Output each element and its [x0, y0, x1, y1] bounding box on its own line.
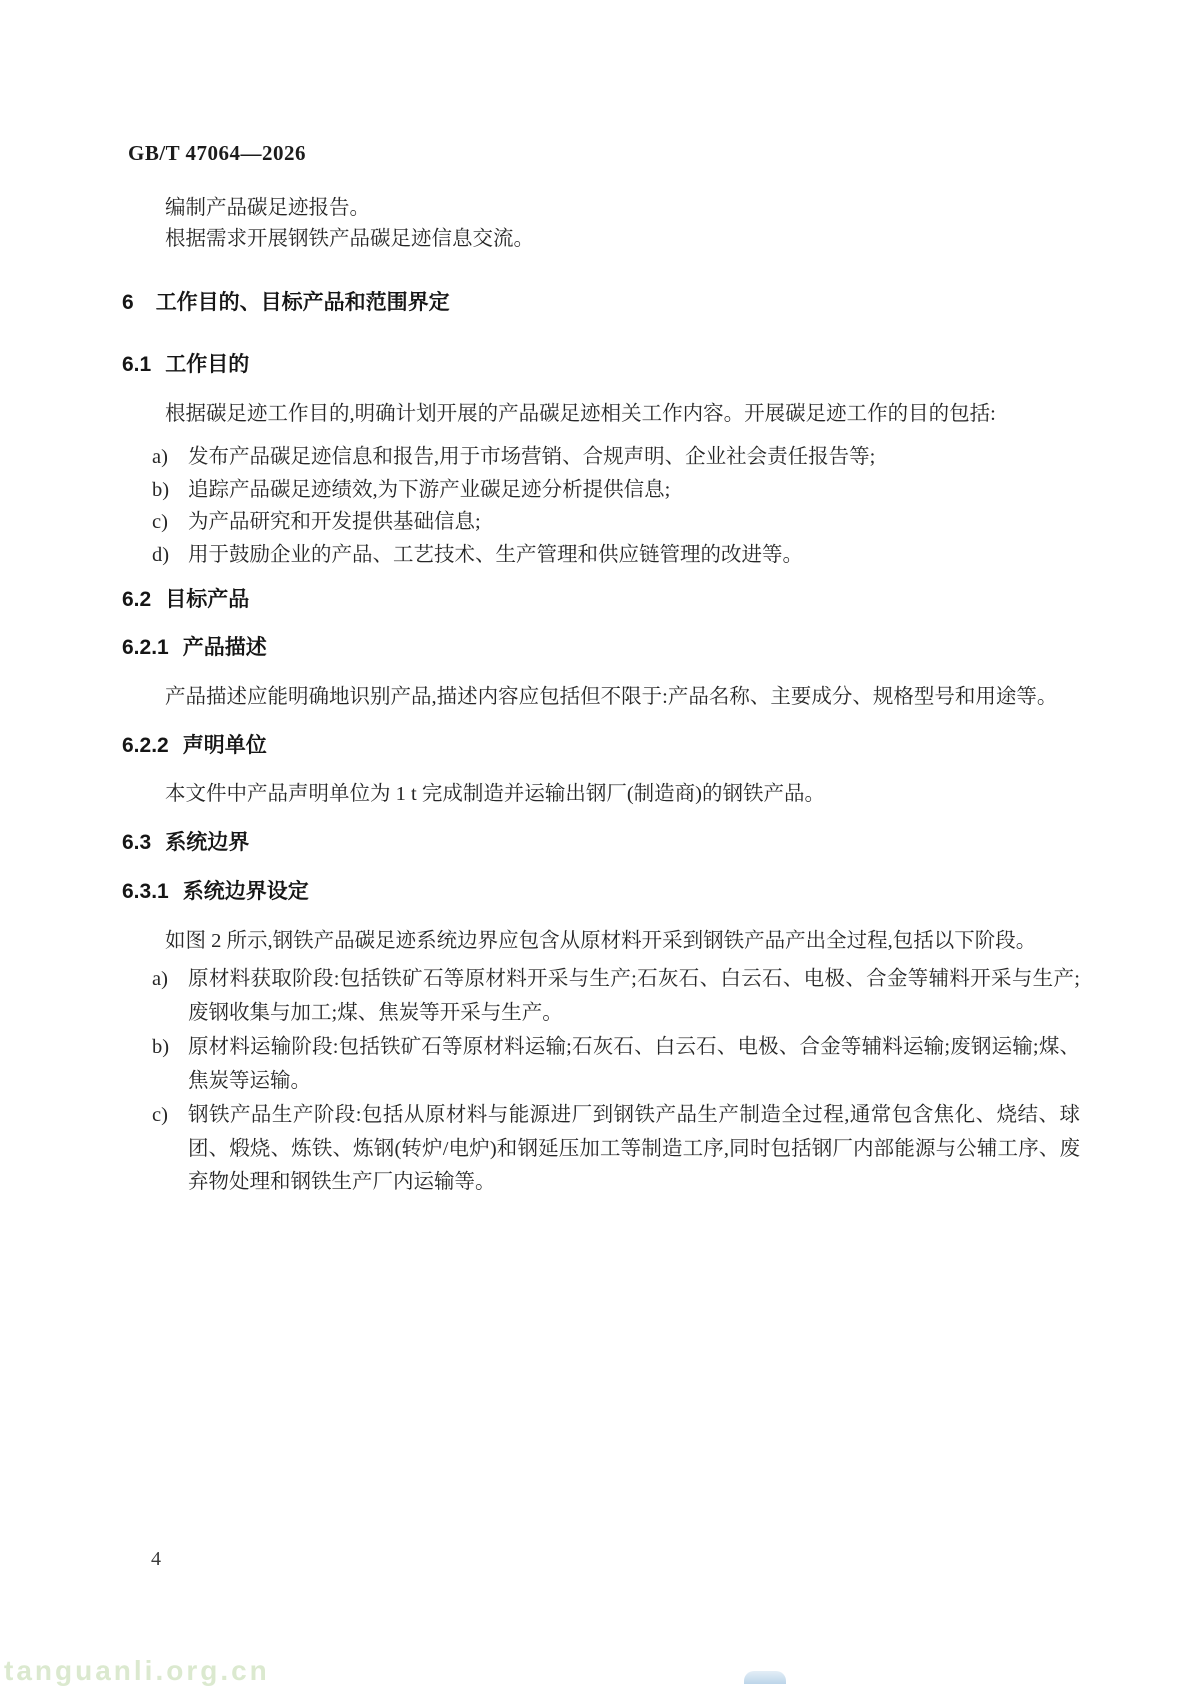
list-item-text: 用于鼓励企业的产品、工艺技术、生产管理和供应链管理的改进等。: [188, 543, 803, 566]
section-title: 系统边界设定: [182, 880, 309, 903]
section-6-2-2-heading: [122, 734, 267, 758]
section-6-heading: [122, 291, 450, 315]
section-6-2-1-paragraph: 产品描述应能明确地识别产品,描述内容应包括但不限于:产品名称、主要成分、规格型号和用途等。: [165, 686, 1058, 708]
section-6-2-2-paragraph: 本文件中产品声明单位为 1 t 完成制造并运输出钢厂(制造商)的钢铁产品。: [165, 783, 825, 805]
standard-number-header: GB/T 47064—2026: [128, 141, 307, 165]
section-title: 工作目的: [165, 353, 250, 376]
section-6-1-heading: [122, 353, 249, 377]
list-item: [122, 963, 1080, 1030]
list-item-marker: c): [152, 511, 168, 534]
section-6-3-1-paragraph: 如图 2 所示,钢铁产品碳足迹系统边界应包含从原材料开采到钢铁产品产出全过程,包括以下阶段。: [165, 930, 1037, 952]
list-item: [122, 1099, 1080, 1200]
section-title: 产品描述: [182, 636, 267, 659]
section-number: 6.1: [122, 353, 152, 376]
list-item: [122, 441, 1080, 474]
list-item: [122, 539, 1080, 572]
list-item-marker: a): [152, 446, 168, 468]
section-title: 声明单位: [182, 734, 267, 757]
list-item-marker: c): [152, 1104, 168, 1126]
section-number: 6: [122, 291, 134, 314]
list-item-marker: d): [152, 543, 170, 566]
page-number: 4: [151, 1548, 161, 1570]
section-title: 目标产品: [165, 588, 250, 611]
list-item-text: 发布产品碳足迹信息和报告,用于市场营销、合规声明、企业社会责任报告等;: [188, 446, 876, 468]
list-item: [122, 506, 1080, 539]
section-6-2-1-heading: [122, 636, 267, 660]
section-number: 6.2.2: [122, 734, 169, 757]
list-item-text: 原材料获取阶段:包括铁矿石等原材料开采与生产;石灰石、白云石、电极、合金等辅料开采与生产;废钢收集与加工;煤、焦炭等开采与生产。: [188, 968, 1080, 1024]
section-6-2-heading: [122, 588, 249, 612]
section-title: 工作目的、目标产品和范围界定: [155, 291, 450, 314]
intro-paragraph-1: 编制产品碳足迹报告。: [165, 197, 370, 219]
section-number: 6.2.1: [122, 636, 169, 659]
list-item: [122, 474, 1080, 507]
section-6-1-paragraph: 根据碳足迹工作目的,明确计划开展的产品碳足迹相关工作内容。开展碳足迹工作的目的包括:: [165, 403, 996, 425]
list-item-text: 原材料运输阶段:包括铁矿石等原材料运输;石灰石、白云石、电极、合金等辅料运输;废钢运输;煤、焦炭等运输。: [188, 1036, 1080, 1092]
intro-paragraph-2: 根据需求开展钢铁产品碳足迹信息交流。: [165, 228, 534, 250]
section-title: 系统边界: [165, 831, 250, 854]
section-6-3-1-list: [122, 963, 1080, 1201]
section-6-1-list: [122, 441, 1080, 571]
list-item-text: 钢铁产品生产阶段:包括从原材料与能源进厂到钢铁产品生产制造全过程,通常包含焦化、烧结、球团、煅烧、炼铁、炼钢(转炉/电炉)和钢延压加工等制造工序,同时包括钢厂内部能源与公辅工序、废弃物处理和钢铁生产厂内运输等。: [188, 1104, 1080, 1193]
section-number: 6.2: [122, 588, 152, 611]
section-6-3-1-heading: [122, 880, 309, 904]
section-6-3-heading: [122, 831, 249, 855]
watermark-text: tanguanli.org.cn: [4, 1655, 270, 1686]
list-item: [122, 1031, 1080, 1098]
list-item-marker: a): [152, 968, 168, 990]
list-item-text: 为产品研究和开发提供基础信息;: [188, 511, 481, 534]
section-number: 6.3.1: [122, 880, 169, 903]
list-item-text: 追踪产品碳足迹绩效,为下游产业碳足迹分析提供信息;: [188, 478, 671, 501]
section-number: 6.3: [122, 831, 152, 854]
corner-highlight-decoration: [744, 1671, 786, 1684]
list-item-marker: b): [152, 478, 170, 501]
list-item-marker: b): [152, 1036, 170, 1058]
